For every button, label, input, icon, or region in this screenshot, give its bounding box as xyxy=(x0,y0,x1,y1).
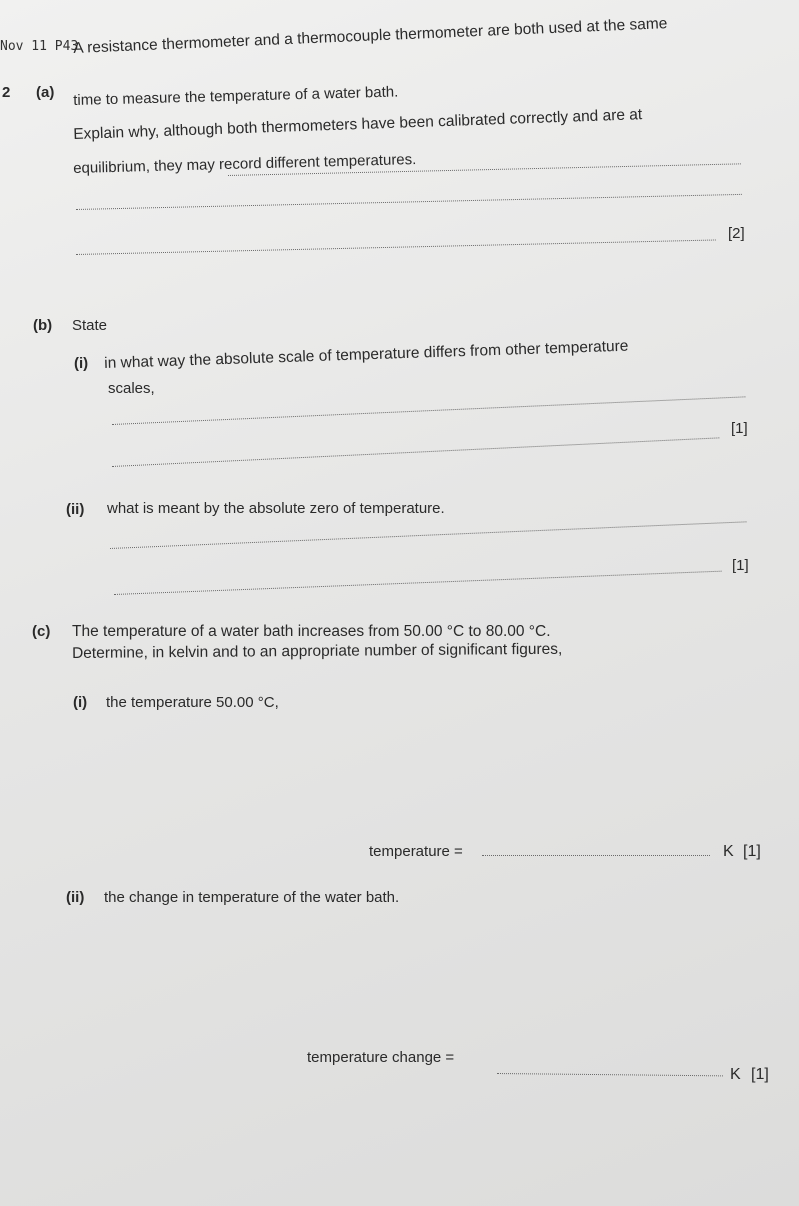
part-c-line-1: The temperature of a water bath increases from 50.00 °C to 80.00 °C. xyxy=(72,623,551,640)
part-c-ii-answer-label: temperature change = xyxy=(307,1049,455,1066)
part-c-ii-label: (ii) xyxy=(66,889,85,906)
part-b-i-marks: [1] xyxy=(731,420,748,437)
part-b-i-label: (i) xyxy=(74,355,89,372)
part-a-answer-line-2 xyxy=(76,194,742,210)
part-c-line-2: Determine, in kelvin and to an appropriate number of significant figures, xyxy=(72,640,563,662)
part-a-line-1: A resistance thermometer and a thermocouple thermometer are both used at the same xyxy=(73,15,668,57)
part-c-ii-marks: [1] xyxy=(751,1066,769,1083)
part-a-answer-line-3 xyxy=(76,239,716,255)
part-c-i-label: (i) xyxy=(73,694,88,711)
part-b-i-answer-line-2 xyxy=(112,437,719,467)
part-b-stem: State xyxy=(72,317,108,334)
part-c-i-answer-label: temperature = xyxy=(369,843,463,860)
part-a-line-4: equilibrium, they may record different temperatures. xyxy=(73,151,417,177)
part-c-i-marks: [1] xyxy=(743,843,761,860)
part-b-i-answer-line-1 xyxy=(112,396,745,425)
part-b-i-line-2: scales, xyxy=(108,380,155,397)
question-number: 2 xyxy=(2,84,11,101)
part-b-ii-answer-line-1 xyxy=(110,521,746,549)
part-a-marks: [2] xyxy=(728,225,745,242)
part-b-label: (b) xyxy=(33,317,53,334)
part-c-ii-text: the change in temperature of the water bath. xyxy=(104,889,400,906)
part-b-ii-answer-line-2 xyxy=(114,571,722,595)
part-a-label: (a) xyxy=(36,84,55,101)
part-c-i-unit: K xyxy=(723,843,734,860)
part-b-ii-text: what is meant by the absolute zero of temperature. xyxy=(107,500,445,517)
part-b-i-line-1: in what way the absolute scale of temperature differs from other temperature xyxy=(104,337,629,372)
part-b-ii-label: (ii) xyxy=(66,501,85,518)
part-a-line-2: time to measure the temperature of a water bath. xyxy=(73,83,399,109)
part-c-i-text: the temperature 50.00 °C, xyxy=(106,694,279,711)
part-a-line-3: Explain why, although both thermometers have been calibrated correctly and are at xyxy=(73,106,643,143)
paper-reference: Nov 11 P43 xyxy=(0,39,79,54)
part-c-i-answer-line xyxy=(482,855,710,856)
part-c-ii-answer-line xyxy=(497,1073,723,1076)
part-b-ii-marks: [1] xyxy=(732,557,749,574)
part-c-ii-unit: K xyxy=(730,1066,741,1083)
part-c-label: (c) xyxy=(32,623,51,640)
